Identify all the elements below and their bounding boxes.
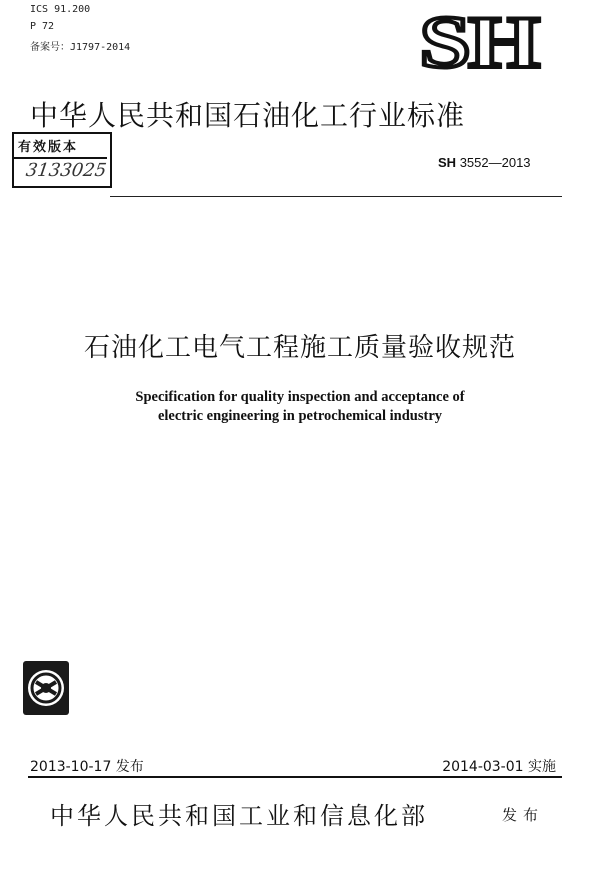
issue-verb: 发布 [502,806,545,824]
category-code: P 72 [30,21,55,32]
stamp-number: 3133025 [24,160,108,181]
chinese-title: 石油化工电气工程施工质量验收规范 [83,333,516,363]
header-rule [110,196,562,197]
filing-number: 备案号：J1797-2014 [30,42,131,53]
english-title-line-2: electric engineering in petrochemical industry [157,408,443,424]
english-title-line-1: Specification for quality inspection and acceptance of [135,389,465,405]
footer-rule [28,776,562,778]
standard-prefix: SH [438,155,457,170]
stamp-divider [14,157,107,159]
stamp-label: 有效版本 [18,140,79,155]
issuing-authority: 中华人民共和国工业和信息化部 [50,802,428,830]
english-title [0,388,600,426]
effective-date: 2014-03-01 实施 [442,759,556,775]
standard-code: 3552—2013 [459,155,531,170]
issue-date: 2013-10-17 发布 [30,759,144,775]
standard-title: 中华人民共和国石油化工行业标准 [30,99,466,132]
ics-code: ICS 91.200 [30,4,91,15]
sh-logo: SH [419,2,538,84]
ministry-emblem-icon [22,660,70,716]
standard-number [438,155,531,170]
